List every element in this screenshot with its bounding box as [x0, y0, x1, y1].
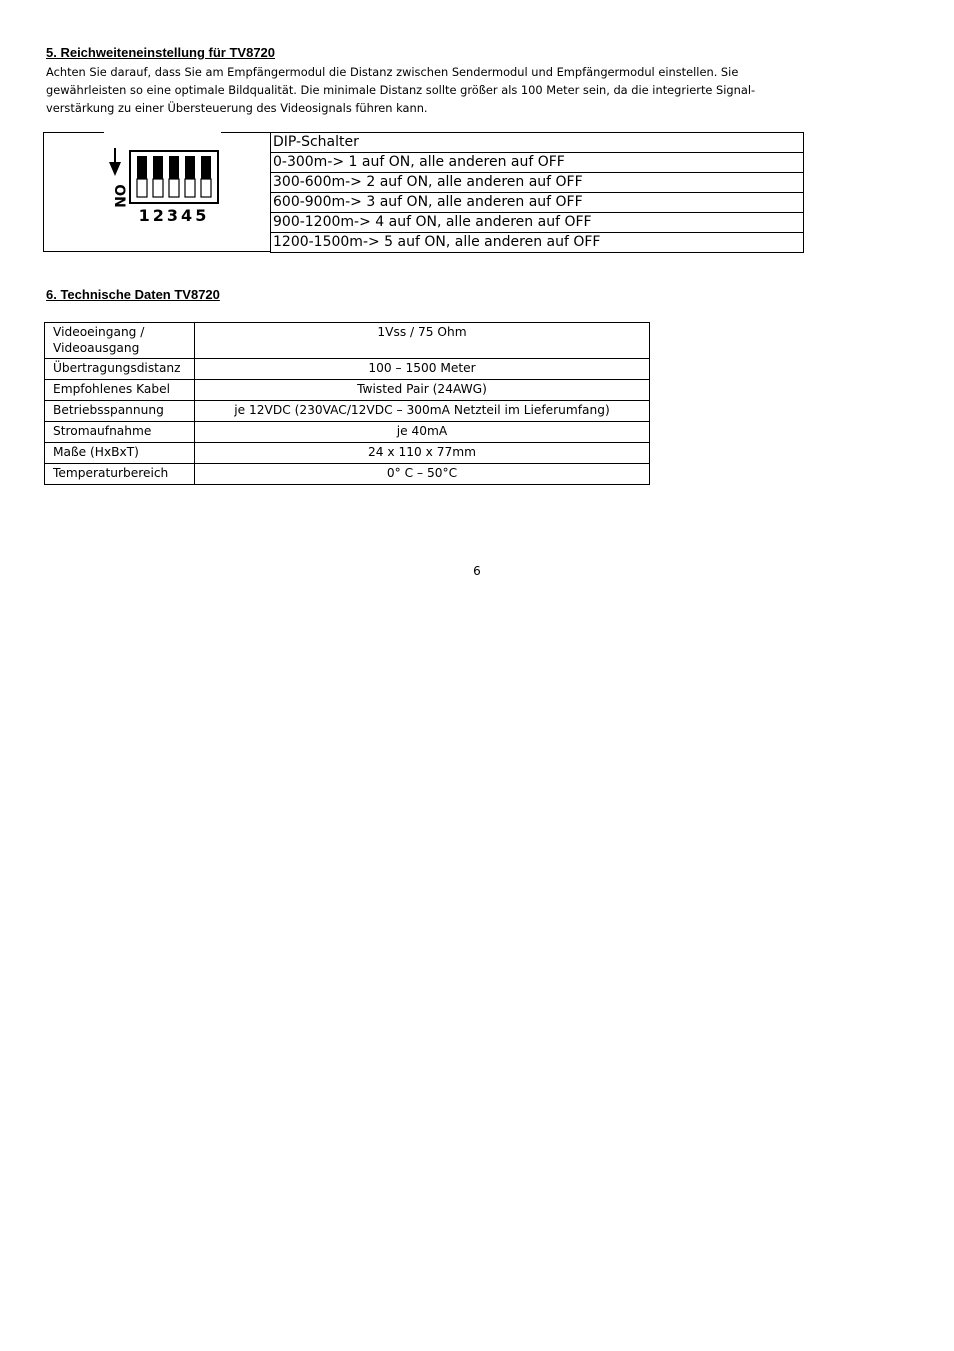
table-row [271, 153, 804, 173]
spec-value: je 12VDC (230VAC/12VDC – 300mA Netzteil im Lieferumfang) [195, 401, 650, 422]
table-row [271, 233, 804, 253]
paragraph-line: Achten Sie darauf, dass Sie am Empfängermodul die Distanz zwischen Sendermodul und Empfängermodul einstellen. Sie [46, 65, 739, 79]
spec-label: Maße (HxBxT) [45, 443, 195, 464]
dip-row: 900-1200m-> 4 auf ON, alle anderen auf OFF [271, 213, 804, 233]
spec-label: Stromaufnahme [45, 422, 195, 443]
section-title-tech-data: 6. Technische Daten TV8720 [46, 287, 220, 302]
spec-value: Twisted Pair (24AWG) [195, 380, 650, 401]
spec-value: 0° C – 50°C [195, 464, 650, 485]
table-row [45, 443, 650, 464]
dip-switch-illustration [104, 132, 221, 230]
paragraph-line: verstärkung zu einer Übersteuerung des Videosignals führen kann. [46, 101, 428, 115]
intro-paragraph [46, 63, 806, 117]
table-row [271, 213, 804, 233]
spec-label: Temperaturbereich [45, 464, 195, 485]
table-row [45, 380, 650, 401]
table-row [45, 401, 650, 422]
dip-switch-icon [104, 132, 221, 230]
table-row [45, 323, 650, 359]
page-number: 6 [473, 564, 481, 578]
spec-label: Übertragungsdistanz [45, 359, 195, 380]
table-border [221, 132, 271, 133]
spec-value: 1Vss / 75 Ohm [195, 323, 650, 359]
table-row [45, 359, 650, 380]
spec-label: Betriebsspannung [45, 401, 195, 422]
spec-value: 24 x 110 x 77mm [195, 443, 650, 464]
spec-label: Videoeingang / Videoausgang [45, 323, 195, 359]
spec-label: Empfohlenes Kabel [45, 380, 195, 401]
paragraph-line: gewährleisten so eine optimale Bildqualität. Die minimale Distanz sollte größer als 100 Meter sein, da die integrierte Signal- [46, 83, 756, 97]
table-border [43, 132, 104, 133]
dip-row: 600-900m-> 3 auf ON, alle anderen auf OFF [271, 193, 804, 213]
table-row [45, 422, 650, 443]
tech-data-table [44, 322, 650, 485]
switch-numbers: 12345 [138, 206, 210, 225]
dip-row: 300-600m-> 2 auf ON, alle anderen auf OFF [271, 173, 804, 193]
section-title-range-setting: 5. Reichweiteneinstellung für TV8720 [46, 45, 276, 60]
table-row [271, 133, 804, 153]
spec-value: 100 – 1500 Meter [195, 359, 650, 380]
dip-row: 1200-1500m-> 5 auf ON, alle anderen auf OFF [271, 233, 804, 253]
dip-row: 0-300m-> 1 auf ON, alle anderen auf OFF [271, 153, 804, 173]
table-row [271, 193, 804, 213]
dip-switch-table [270, 132, 804, 253]
table-row [45, 464, 650, 485]
on-label: ON [111, 184, 127, 208]
dip-header: DIP-Schalter [271, 133, 804, 153]
spec-value: je 40mA [195, 422, 650, 443]
table-row [271, 173, 804, 193]
